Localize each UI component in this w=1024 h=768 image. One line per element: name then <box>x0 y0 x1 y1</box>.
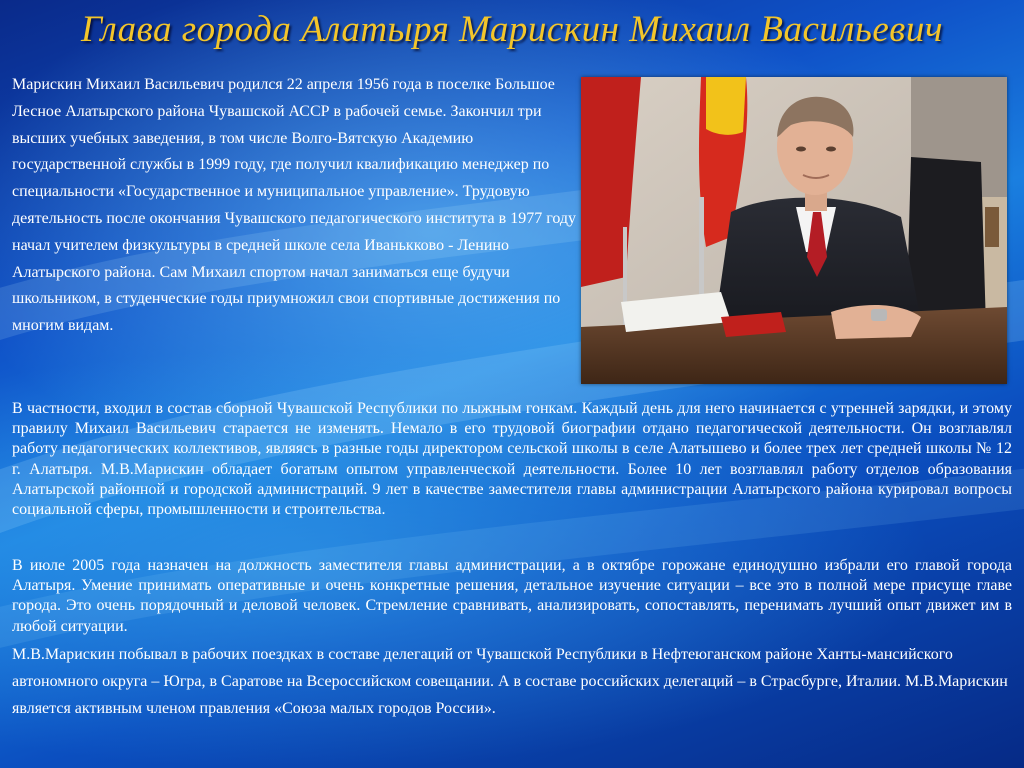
paragraph-delegations: М.В.Марискин побывал в рабочих поездках в составе делегаций от Чувашской Республики в Нефтеюганском районе Ханты-мансийского автономного округа – Югра, в Саратове на Всероссийском совещании. А в составе российских делегаций – в Страсбурге, Италии. М.В.Марискин является активным членом правления «Союза малых городов России». <box>12 646 1008 717</box>
paragraph-career: В частности, входил в состав сборной Чувашской Республики по лыжным гонкам. Каждый день для него начинается с утренней зарядки, и этому правилу Михаил Васильевич старается не изменять. Немало в его трудовой биографии отдано педагогической деятельности. Он возглавлял работу педагогических коллективов, являясь в разные годы директором сельской школы в селе Алатышево и более трех лет средней школы № 12 г. Алатыря. М.В.Марискин обладает богатым опытом управленческой деятельности. Более 10 лет возглавлял работу отделов образования Алатырской районной и городской администраций. 9 лет в качестве заместителя главы администрации Алатырского района курировал вопросы социальной сферы, промышленности и строительства. <box>12 400 1012 519</box>
intro-paragraph: Марискин Михаил Васильевич родился 22 апреля 1956 года в поселке Большое Лесное Алатырского района Чувашской АССР в рабочей семье. Закончил три высших учебных заведения, в том числе Волго-Вятскую Академию государственной службы в 1999 году, где получил квалификацию менеджер по специальности «Государственное и муниципальное управление». Трудовую деятельность после окончания Чувашского педагогического института в 1977 году начал учителем физкультуры в средней школе села Иванькково - Ленино Алатырского района. Сам Михаил спортом начал заниматься еще будучи школьником, в студенческие годы приумножил свои спортивные достижения по многим видам. <box>12 76 577 335</box>
portrait-photo <box>581 77 1007 384</box>
paragraph-appointment: В июле 2005 года назначен на должность заместителя главы администрации, а в октябре горожане единодушно избрали его главой города Алатыря. Умение принимать оперативные и очень конкретные решения, детальное изучение ситуации – все это в полной мере присуще главе города. Это очень порядочный и деловой человек. Стремление сравнивать, анализировать, сопоставлять, перенимать лучший опыт движет им в любой ситуации. <box>12 557 1012 635</box>
page-title: Глава города Алатыря Марискин Михаил Васильевич <box>81 9 943 50</box>
